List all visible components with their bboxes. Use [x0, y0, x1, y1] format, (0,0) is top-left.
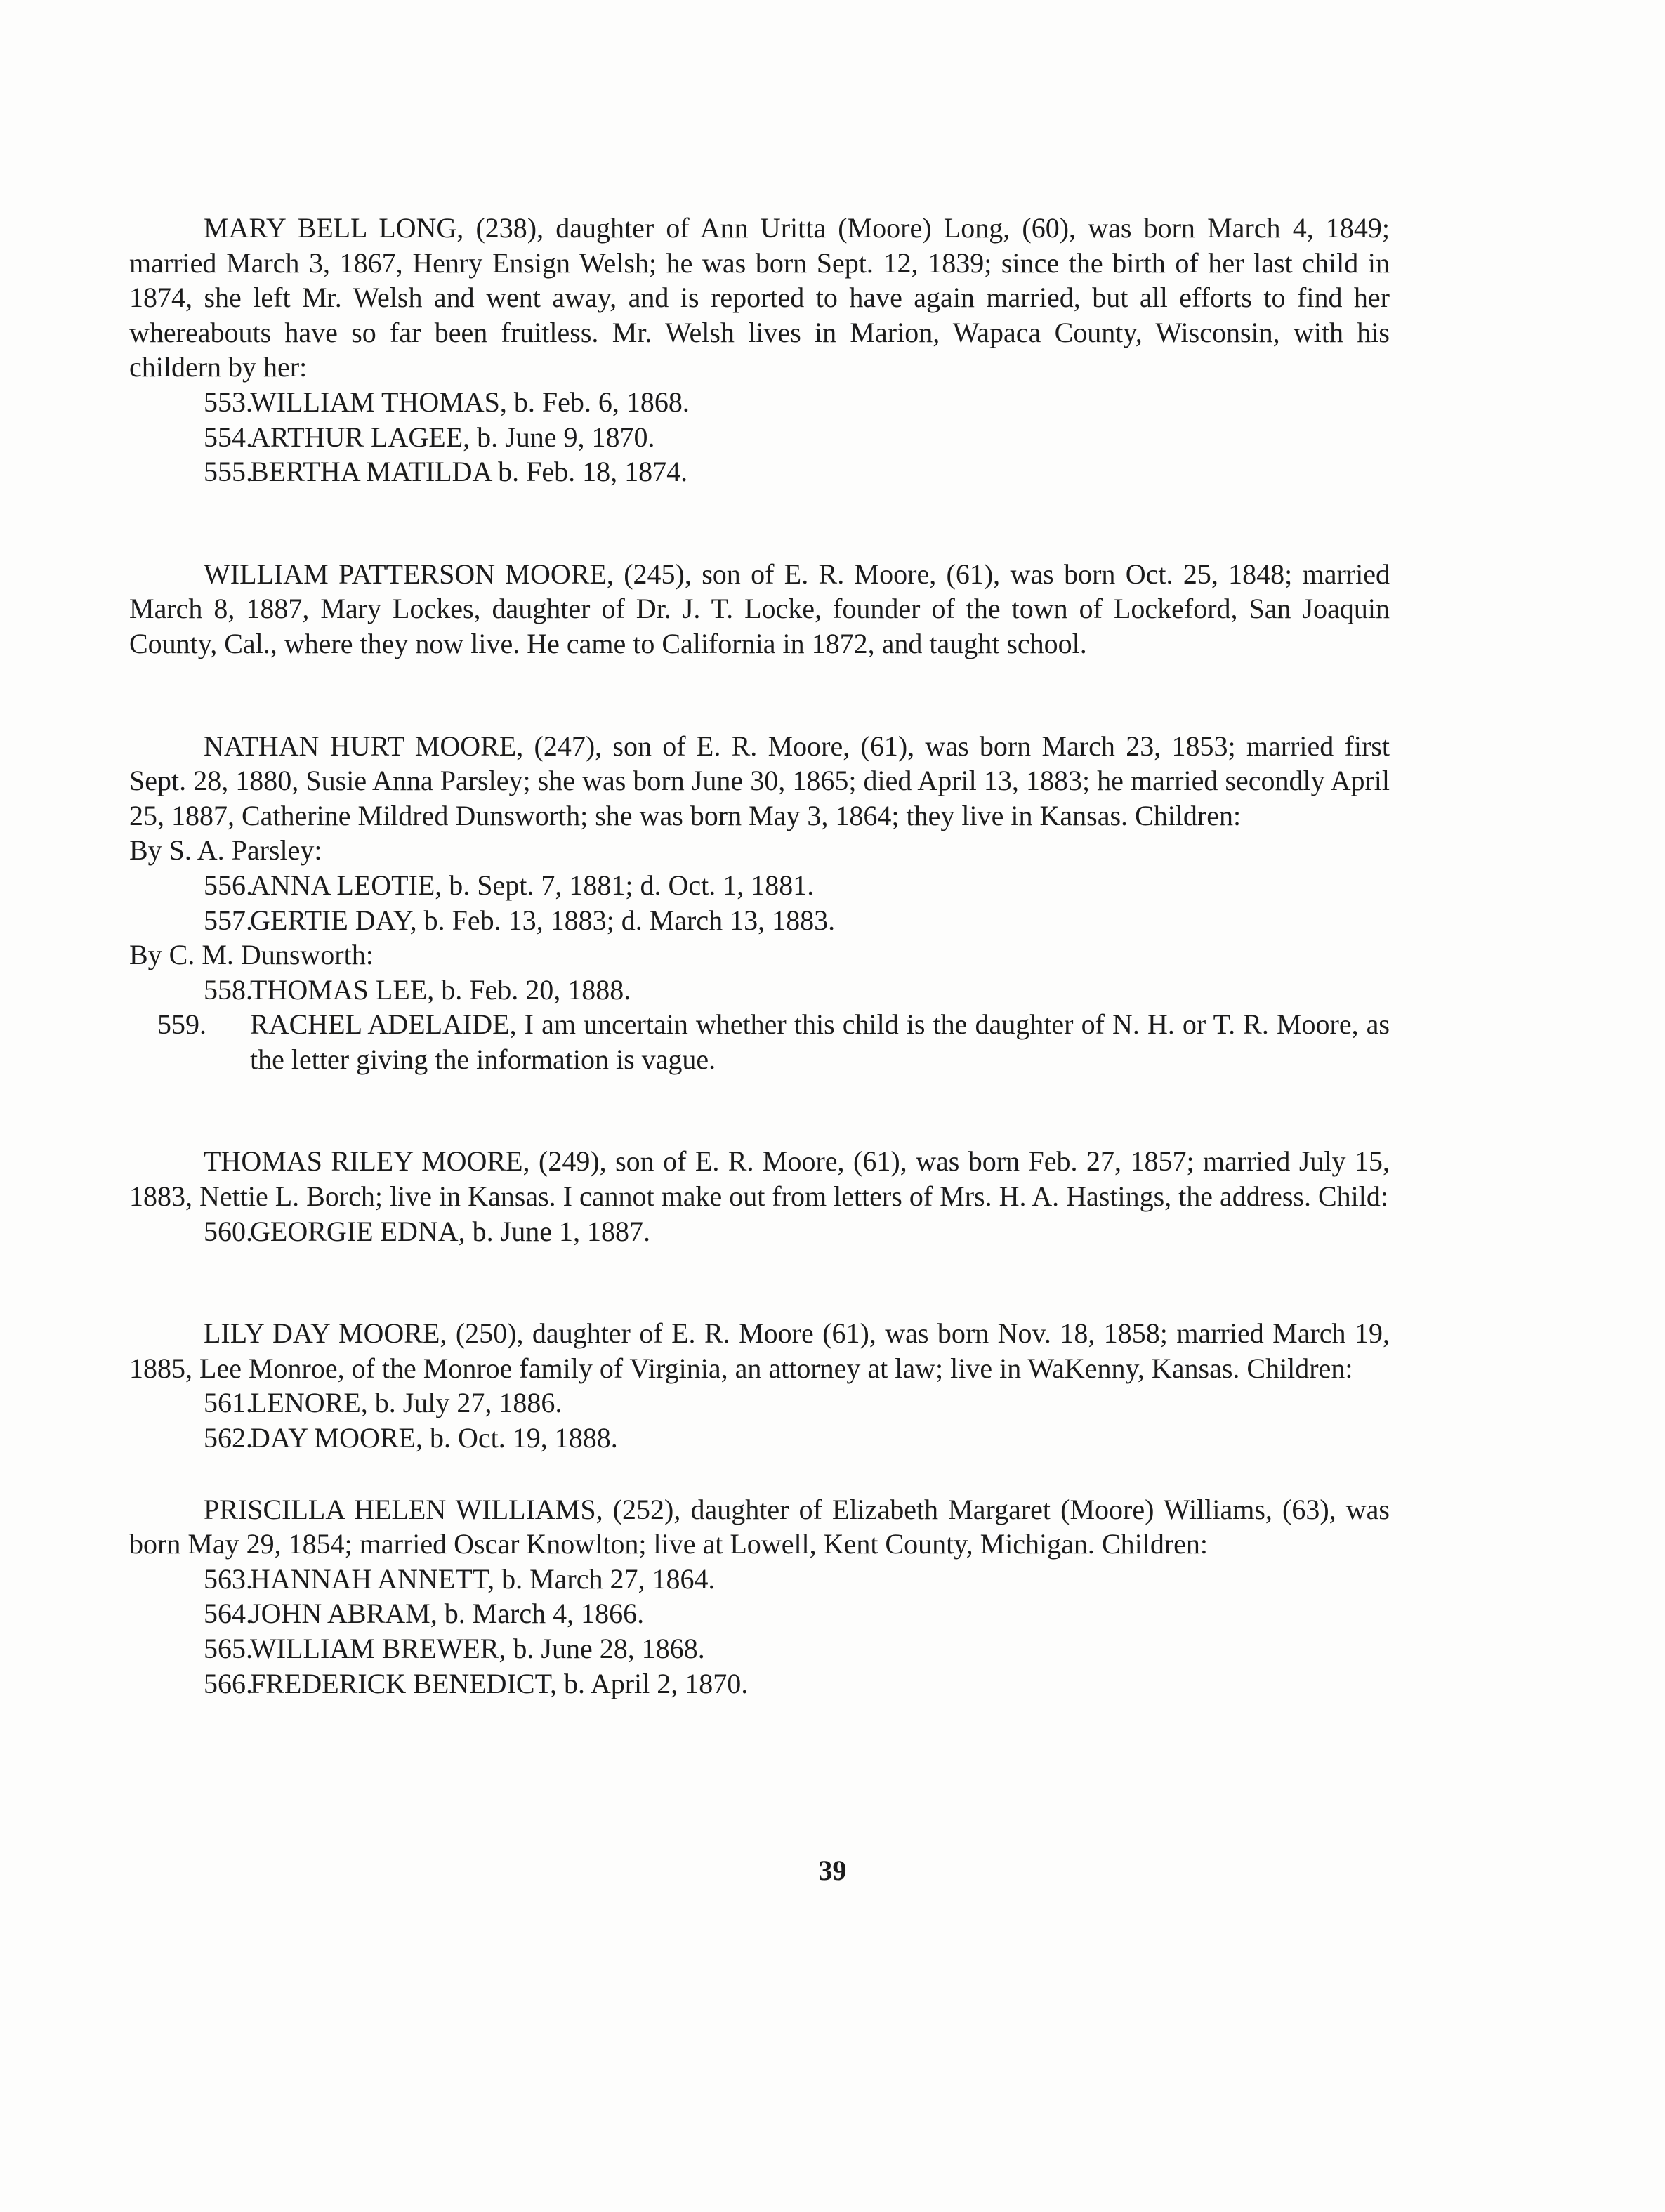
- child-number: 564.: [204, 1598, 253, 1630]
- child-number: 555.: [204, 456, 253, 488]
- child-entry: [129, 1562, 1390, 1597]
- page-number: 39: [818, 1855, 847, 1886]
- child-text: ANNA LEOTIE, b. Sept. 7, 1881; d. Oct. 1, 1881.: [250, 869, 815, 901]
- child-text: GEORGIE EDNA, b. June 1, 1887.: [250, 1215, 650, 1247]
- entry-paragraph: THOMAS RILEY MOORE, (249), son of E. R. Moore, (61), was born Feb. 27, 1857; married July 15, 1883, Nettie L. Borch; live in Kansas. I cannot make out from letters of Mrs. H. A. Hastings, the address. Child:: [129, 1145, 1390, 1213]
- children-list: [129, 1385, 1390, 1455]
- child-text: BERTHA MATILDA b. Feb. 18, 1874.: [250, 456, 688, 488]
- child-number: 560.: [204, 1215, 253, 1247]
- child-entry: [129, 903, 1390, 938]
- child-number: 559.: [157, 1008, 206, 1041]
- child-number: 565.: [204, 1633, 253, 1664]
- child-text: FREDERICK BENEDICT, b. April 2, 1870.: [250, 1667, 749, 1699]
- child-entry: [129, 1421, 1390, 1456]
- child-text: RACHEL ADELAIDE, I am uncertain whether this child is the daughter of N. H. or T. R. Moore, as the letter giving the information is vague.: [250, 1008, 1390, 1075]
- child-number: 554.: [204, 421, 253, 453]
- child-entry: [129, 868, 1390, 903]
- genealogy-entry-william-patterson-moore: [129, 557, 1390, 661]
- child-entry: [129, 454, 1390, 489]
- children-group-parsley: [129, 833, 1390, 937]
- children-list: [129, 385, 1390, 489]
- genealogy-entry-lily-day-moore: [129, 1316, 1390, 1455]
- entry-paragraph: MARY BELL LONG, (238), daughter of Ann Uritta (Moore) Long, (60), was born March 4, 1849; married March 3, 1867, Henry Ensign Welsh; he was born Sept. 12, 1839; since the birth of her last child in 1874, she left Mr. Welsh and went away, and is reported to have again married, but all efforts to find her whereabouts have so far been fruitless. Mr. Welsh lives in Marion, Wapaca County, Wisconsin, with his childern by her:: [129, 212, 1390, 383]
- child-text: LENORE, b. July 27, 1886.: [250, 1387, 562, 1419]
- children-group-label: By C. M. Dunsworth:: [129, 939, 374, 971]
- child-number: 557.: [204, 904, 253, 936]
- genealogy-entry-nathan-hurt-moore: [129, 729, 1390, 1077]
- child-number: 553.: [204, 386, 253, 418]
- child-entry: [129, 1596, 1390, 1631]
- page-body: [129, 211, 1390, 1768]
- child-number: 563.: [204, 1562, 253, 1595]
- entry-paragraph: WILLIAM PATTERSON MOORE, (245), son of E. R. Moore, (61), was born Oct. 25, 1848; married March 8, 1887, Mary Lockes, daughter of Dr. J. T. Locke, founder of the town of Lockeford, San Joaquin County, Cal., where they now live. He came to California in 1872, and taught school.: [129, 558, 1390, 659]
- entry-paragraph: LILY DAY MOORE, (250), daughter of E. R. Moore (61), was born Nov. 18, 1858; married March 19, 1885, Lee Monroe, of the Monroe family of Virginia, an attorney at law; live in WaKenny, Kansas. Children:: [129, 1317, 1390, 1384]
- child-number: 561.: [204, 1387, 253, 1419]
- children-list: [129, 1214, 1390, 1249]
- child-text: ARTHUR LAGEE, b. June 9, 1870.: [250, 421, 655, 453]
- child-entry: [129, 1007, 1390, 1077]
- children-list: [129, 1562, 1390, 1701]
- child-entry: [129, 1631, 1390, 1666]
- children-list: [129, 973, 1390, 1077]
- children-group-label: By S. A. Parsley:: [129, 834, 322, 867]
- entry-paragraph: NATHAN HURT MOORE, (247), son of E. R. Moore, (61), was born March 23, 1853; married first Sept. 28, 1880, Susie Anna Parsley; she was born June 30, 1865; died April 13, 1883; he married secondly April 25, 1887, Catherine Mildred Dunsworth; she was born May 3, 1864; they live in Kansas. Children:: [129, 730, 1390, 831]
- child-entry: [129, 420, 1390, 455]
- child-entry: [129, 1666, 1390, 1701]
- child-entry: [129, 1385, 1390, 1421]
- child-text: THOMAS LEE, b. Feb. 20, 1888.: [250, 973, 631, 1006]
- genealogy-entry-thomas-riley-moore: [129, 1144, 1390, 1249]
- children-group-dunsworth: [129, 937, 1390, 1077]
- child-text: DAY MOORE, b. Oct. 19, 1888.: [250, 1422, 618, 1454]
- children-list: [129, 868, 1390, 937]
- child-entry: [129, 1214, 1390, 1249]
- child-text: WILLIAM BREWER, b. June 28, 1868.: [250, 1633, 705, 1664]
- child-text: JOHN ABRAM, b. March 4, 1866.: [250, 1598, 645, 1630]
- child-number: 556.: [204, 869, 253, 901]
- child-number: 566.: [204, 1667, 253, 1699]
- entry-paragraph: PRISCILLA HELEN WILLIAMS, (252), daughter of Elizabeth Margaret (Moore) Williams, (63), was born May 29, 1854; married Oscar Knowlton; live at Lowell, Kent County, Michigan. Children:: [129, 1493, 1390, 1560]
- genealogy-entry-priscilla-helen-williams: [129, 1492, 1390, 1701]
- child-number: 562.: [204, 1422, 253, 1454]
- child-number: 558.: [204, 973, 253, 1006]
- child-text: GERTIE DAY, b. Feb. 13, 1883; d. March 13, 1883.: [250, 904, 836, 936]
- child-text: WILLIAM THOMAS, b. Feb. 6, 1868.: [250, 386, 690, 418]
- child-entry: [129, 973, 1390, 1008]
- child-text: HANNAH ANNETT, b. March 27, 1864.: [250, 1562, 716, 1595]
- genealogy-entry-mary-bell-long: [129, 211, 1390, 489]
- child-entry: [129, 385, 1390, 420]
